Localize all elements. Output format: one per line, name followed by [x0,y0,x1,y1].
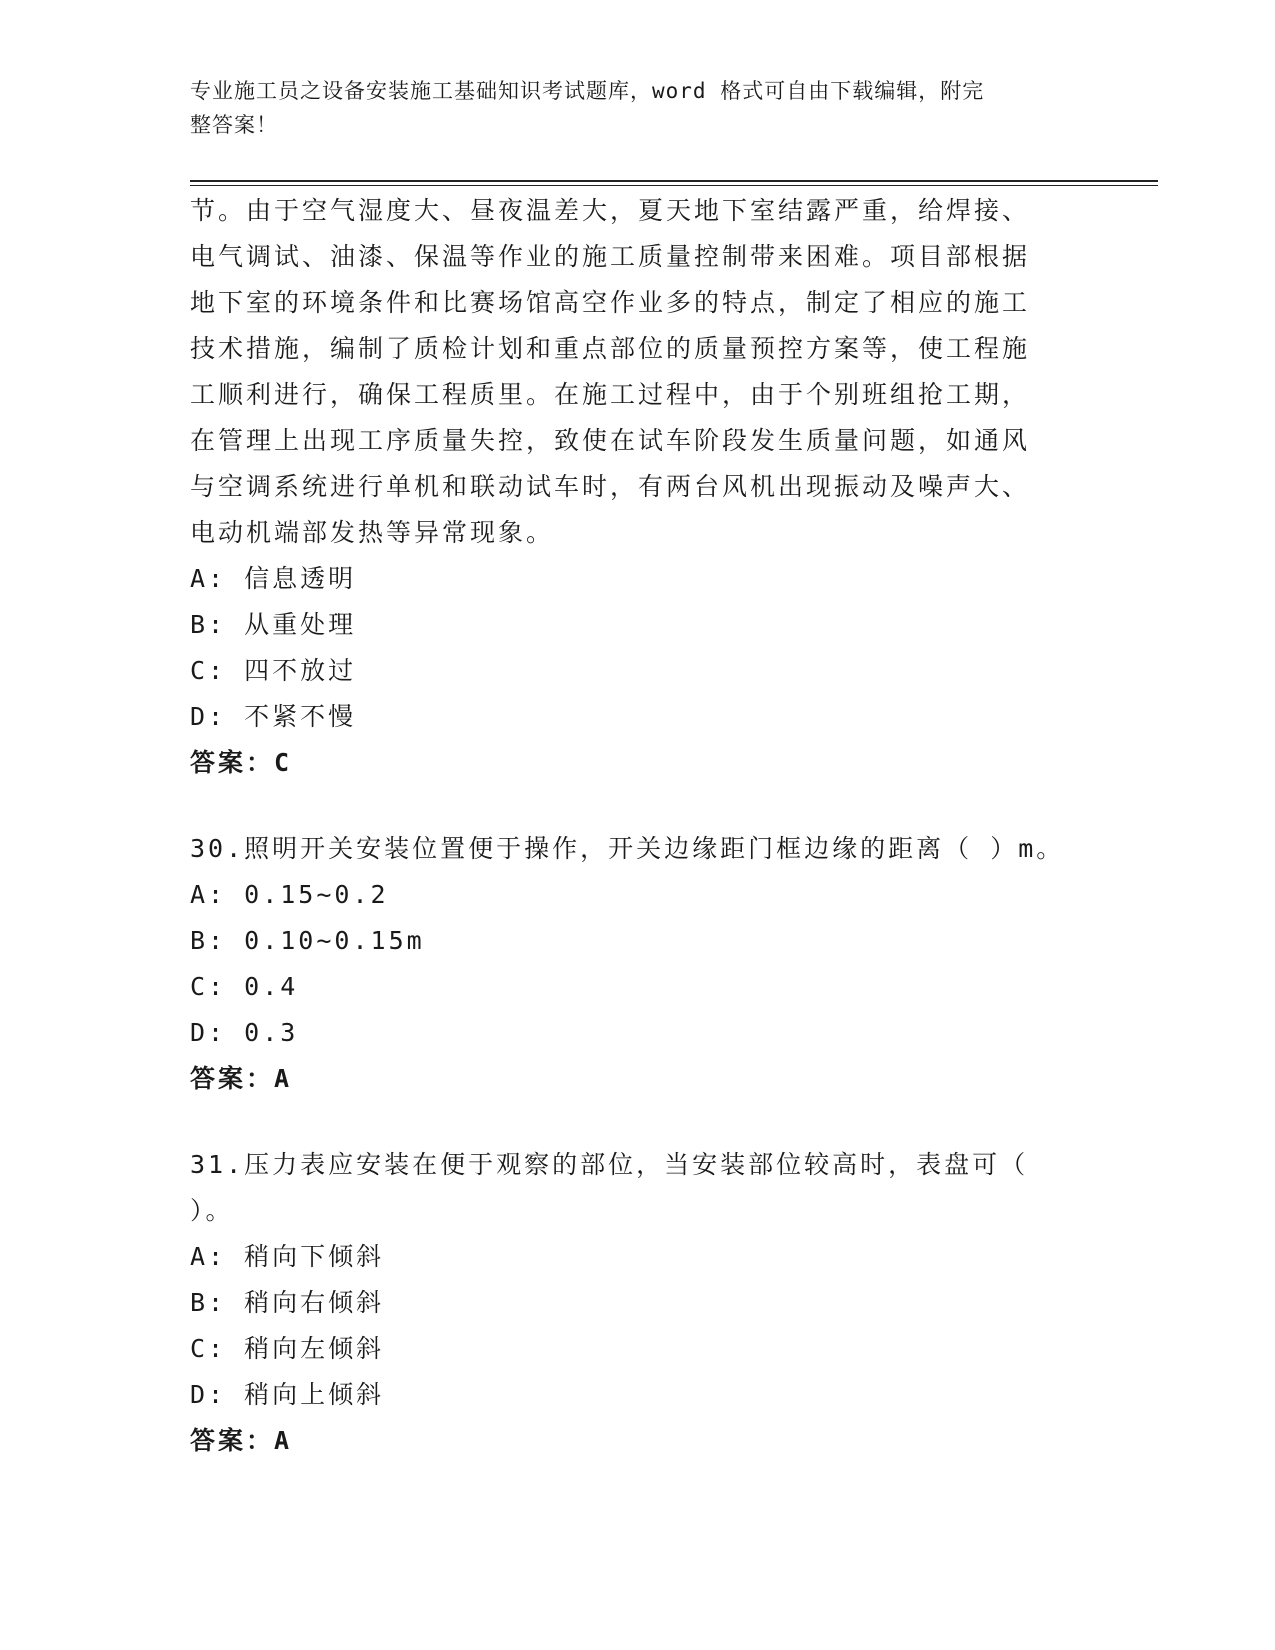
question-31-text-line-1: 31.压力表应安装在便于观察的部位，当安装部位较高时，表盘可（ [190,1150,1029,1179]
option-d: D: 不紧不慢 [190,702,357,731]
question-31-text-line-2: ）。 [190,1196,234,1225]
header-line-1: 专业施工员之设备安装施工基础知识考试题库，word 格式可自由下载编辑，附完 [190,79,985,103]
answer-31: 答案：A [190,1426,293,1455]
page-header [190,74,1090,142]
answer-29: 答案：C [190,748,293,777]
header-line-2: 整答案！ [190,113,278,137]
option-a: A: 信息透明 [190,564,357,593]
option-b: B: 0.10~0.15m [190,926,425,955]
intro-line: 地下室的环境条件和比赛场馆高空作业多的特点，制定了相应的施工 [190,288,1031,317]
option-a: A: 稍向下倾斜 [190,1242,385,1271]
question-29-options [190,556,1070,786]
intro-line: 节。由于空气湿度大、昼夜温差大，夏天地下室结露严重，给焊接、 [190,196,1031,225]
option-d: D: 0.3 [190,1018,299,1047]
intro-line: 技术措施，编制了质检计划和重点部位的质量预控方案等，使工程施 [190,334,1031,363]
option-a: A: 0.15~0.2 [190,880,389,909]
option-c: C: 0.4 [190,972,299,1001]
question-30 [190,826,1070,1102]
option-b: B: 从重处理 [190,610,357,639]
intro-line: 电动机端部发热等异常现象。 [190,518,555,547]
document-body [190,188,1070,1464]
option-c: C: 四不放过 [190,656,357,685]
spacer [190,786,1070,826]
option-c: C: 稍向左倾斜 [190,1334,385,1363]
spacer [190,1102,1070,1142]
question-31 [190,1142,1070,1464]
question-30-text: 30.照明开关安装位置便于操作，开关边缘距门框边缘的距离（ ）m。 [190,834,1065,863]
answer-30: 答案：A [190,1064,293,1093]
intro-line: 工顺利进行，确保工程质里。在施工过程中，由于个别班组抢工期， [190,380,1031,409]
header-rule [190,180,1158,186]
option-d: D: 稍向上倾斜 [190,1380,385,1409]
option-b: B: 稍向右倾斜 [190,1288,385,1317]
intro-line: 与空调系统进行单机和联动试车时，有两台风机出现振动及噪声大、 [190,472,1031,501]
intro-line: 电气调试、油漆、保温等作业的施工质量控制带来困难。项目部根据 [190,242,1031,271]
intro-line: 在管理上出现工序质量失控，致使在试车阶段发生质量问题，如通风 [190,426,1031,455]
